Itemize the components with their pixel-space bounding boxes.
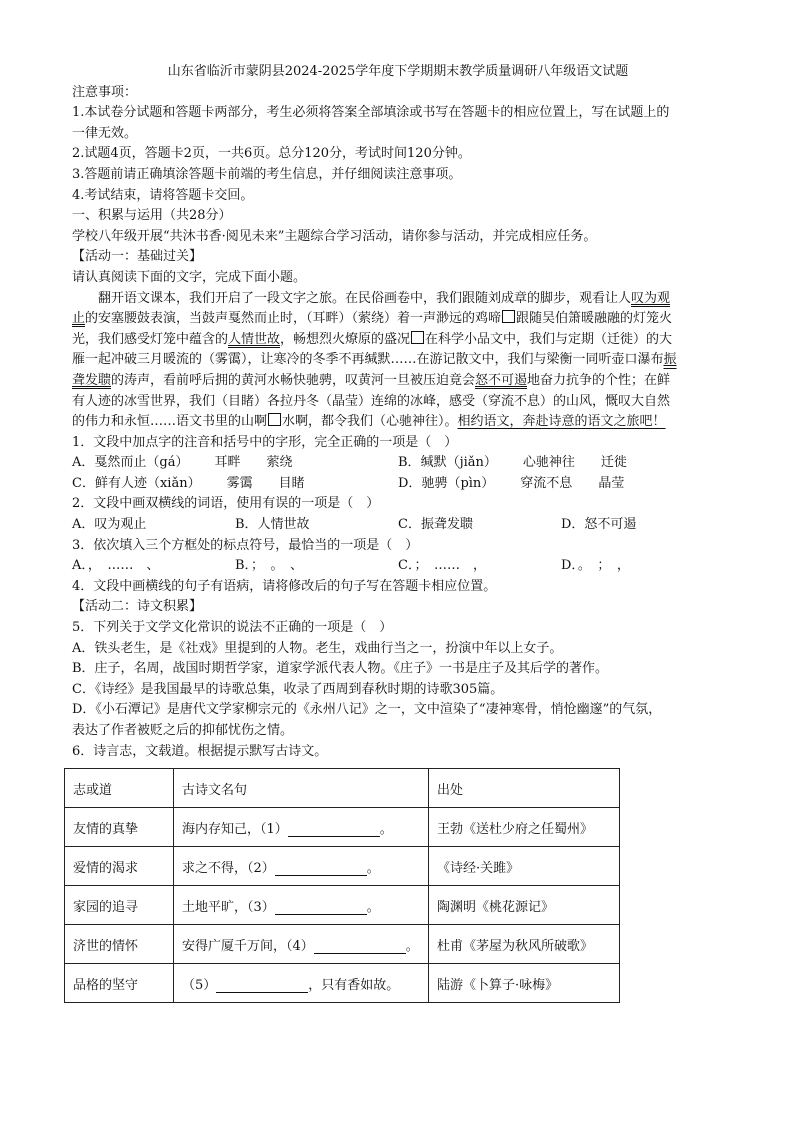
verse-cell: 求之不得，（2） 。 (174, 847, 429, 886)
passage-text: 在科学小品文中，我们与定期（迁徙）的大 (425, 331, 673, 347)
passage-text: 雁一起冲破三月暖流的（雾霭），让寒冷的冬季不再缄默……在游记散文中，我们与梁衡一同听壶口瀑布 (72, 352, 664, 368)
option-c[interactable]: C．《诗经》是我国最早的诗歌总集，收录了西周到春秋时期的诗歌305篇。 (72, 681, 504, 697)
activity-heading: 【活动一：基础过关】 (72, 249, 203, 265)
section-intro: 学校八年级开展“共沐书香·阅见未来”主题综合学习活动，请你参与活动，并完成相应任务。 (72, 228, 597, 244)
table-header-row (65, 769, 620, 808)
table-header: 志或道 (65, 769, 174, 808)
answer-blank[interactable] (314, 939, 406, 954)
theme-cell: 爱情的渴求 (65, 847, 174, 886)
double-underlined-word: 振 (663, 352, 677, 368)
punctuation-box (502, 310, 515, 323)
table-row (65, 964, 620, 1003)
passage-text: 有人迹的冰雪世界，我们（目睹）各拉丹冬（晶莹）连绵的冰峰，感受（穿流不息）的山风，慨叹大自然 (72, 393, 671, 409)
table-row (65, 808, 620, 847)
question-stem: 3．依次填入三个方框处的标点符号，最恰当的一项是（ ） (72, 537, 419, 553)
option-a[interactable]: A．铁头老生，是《社戏》里提到的人物。老生，戏曲行当之一，扮演中年以上女子。 (72, 640, 563, 656)
question-stem: 1．文段中加点字的注音和括号中的字形，完全正确的一项是（ ） (72, 434, 458, 450)
underlined-sentence: 相约语文，奔赴诗意的语文之旅吧！ (457, 414, 666, 430)
double-underlined-word: 怒不可遏 (475, 372, 528, 388)
answer-blank[interactable] (288, 822, 380, 837)
double-underlined-word: 叹为观 (631, 290, 671, 306)
option-d[interactable]: D．驰骋（pìn） 穿流不息 晶莹 (398, 475, 625, 491)
section-heading: 一、积累与运用（共28分） (72, 208, 232, 224)
question-stem: 6．诗言志，文载道。根据提示默写古诗文。 (72, 743, 328, 759)
option-a[interactable]: A．叹为观止 (72, 517, 147, 533)
verse-cell: （5） ，只有香如故。 (174, 964, 429, 1003)
option-row (72, 474, 724, 495)
instruction: 请认真阅读下面的文字，完成下面小题。 (72, 269, 307, 285)
source-cell: 陶渊明《桃花源记》 (429, 886, 620, 925)
theme-cell: 家园的追寻 (65, 886, 174, 925)
question-stem: 2．文段中画双横线的词语，使用有误的一项是（ ） (72, 496, 380, 512)
verse-cell: 安得广厦千万间，（4） 。 (174, 925, 429, 964)
option-c[interactable]: C．振聋发聩 (398, 517, 473, 533)
activity-heading: 【活动二：诗文积累】 (72, 599, 203, 615)
source-cell: 《诗经·关雎》 (429, 847, 620, 886)
passage-text: 翻开语文课本，我们开启了一段文字之旅。在民俗画卷中，我们跟随刘成章的脚步，观看让人 (98, 290, 632, 306)
option-b[interactable]: B．人情世故 (235, 517, 310, 533)
double-underlined-word: 止 (72, 311, 86, 327)
poetry-table (64, 768, 620, 1003)
notice-item: 1.本试卷分试题和答题卡两部分，考生必须将答案全部填涂或书写在答题卡的相应位置上，写在试题上的 (72, 105, 670, 121)
theme-cell: 济世的情怀 (65, 925, 174, 964)
option-d[interactable]: D．。 ； ， (561, 558, 630, 574)
table-row (65, 925, 620, 964)
question-stem: 4．文段中画横线的句子有语病，请将修改后的句子写在答题卡相应位置。 (72, 578, 497, 594)
verse-cell: 土地平旷，（3） 。 (174, 886, 429, 925)
notice-heading: 注意事项： (72, 84, 138, 100)
notice-item: 2.试题4页，答题卡2页，一共6页。总分120分，考试时间120分钟。 (72, 146, 471, 162)
punctuation-box (411, 331, 424, 344)
option-row (72, 515, 724, 536)
notice-item: 3.答题前请正确填涂答题卡前端的考生信息，并仔细阅读注意事项。 (72, 166, 462, 182)
theme-cell: 友情的真挚 (65, 808, 174, 847)
option-d[interactable]: D．《小石潭记》是唐代文学家柳宗元的《永州八记》之一，文中渲染了“凄神寒骨，悄怆幽邃”的气氛， (72, 702, 662, 718)
source-cell: 杜甫《茅屋为秋风所破歌》 (429, 925, 620, 964)
table-header: 出处 (429, 769, 620, 808)
double-underlined-word: 聋发聩 (72, 372, 112, 388)
passage-text: 的伟力和永恒……语文书里的山啊 (72, 414, 268, 430)
option-b[interactable]: B．庄子，名周，战国时期哲学家，道家学派代表人物。《庄子》一书是庄子及其后学的著作。 (72, 661, 609, 677)
answer-blank[interactable] (275, 861, 367, 876)
passage-text: 的安塞腰鼓表演，当鼓声戛然而止时，（耳畔）（萦绕）着一声渺远的鸡啼 (85, 311, 502, 327)
source-cell: 王勃《送杜少府之任蜀州》 (429, 808, 620, 847)
reading-passage (72, 289, 724, 433)
page-title: 山东省临沂市蒙阴县2024-2025学年度下学期期末教学质量调研八年级语文试题 (167, 64, 629, 79)
option-d-continued: 表达了作者被贬之后的抑郁忧伤之情。 (72, 723, 294, 738)
notice-item: 一律无效。 (72, 125, 138, 141)
option-a[interactable]: A．， …… 、 (72, 558, 160, 574)
table-row (65, 886, 620, 925)
theme-cell: 品格的坚守 (65, 964, 174, 1003)
source-cell: 陆游《卜算子·咏梅》 (429, 964, 620, 1003)
option-a[interactable]: A．戛然而止（gá） 耳畔 萦绕 (72, 455, 293, 471)
passage-text: 水啊，都令我们（心驰神往）。 (282, 414, 458, 430)
option-row (72, 556, 724, 577)
question-stem: 5．下列关于文学文化常识的说法不正确的一项是（ ） (72, 620, 393, 636)
option-c[interactable]: C．鲜有人迹（xiǎn） 雾霭 目睹 (72, 475, 305, 491)
option-d[interactable]: D．怒不可遏 (561, 517, 637, 533)
notice-item: 4.考试结束，请将答题卡交回。 (72, 187, 254, 203)
option-c[interactable]: C．； …… ， (398, 558, 486, 574)
passage-text: 地奋力抗争的个性；在鲜 (527, 372, 671, 388)
punctuation-box (268, 413, 281, 426)
option-b[interactable]: B．； 。 、 (235, 558, 304, 574)
passage-text: 跟随吴伯箫暖融融的灯笼火 (516, 311, 673, 327)
option-row (72, 453, 724, 474)
table-header: 古诗文名句 (174, 769, 429, 808)
passage-text: 的涛声，看前呼后拥的黄河水畅快驰骋，叹黄河一旦被压迫竟会 (111, 372, 476, 388)
verse-cell: 海内存知己，（1） 。 (174, 808, 429, 847)
exam-page (72, 62, 724, 762)
answer-blank[interactable] (216, 978, 308, 993)
option-b[interactable]: B．缄默（jiǎn） 心驰神往 迁徙 (398, 455, 627, 471)
passage-text: ，畅想烈火燎原的盛况 (280, 331, 411, 347)
answer-blank[interactable] (275, 900, 367, 915)
passage-text: 光，我们感受灯笼中蕴含的 (72, 331, 229, 347)
double-underlined-word: 人情世故 (228, 331, 281, 347)
table-row (65, 847, 620, 886)
